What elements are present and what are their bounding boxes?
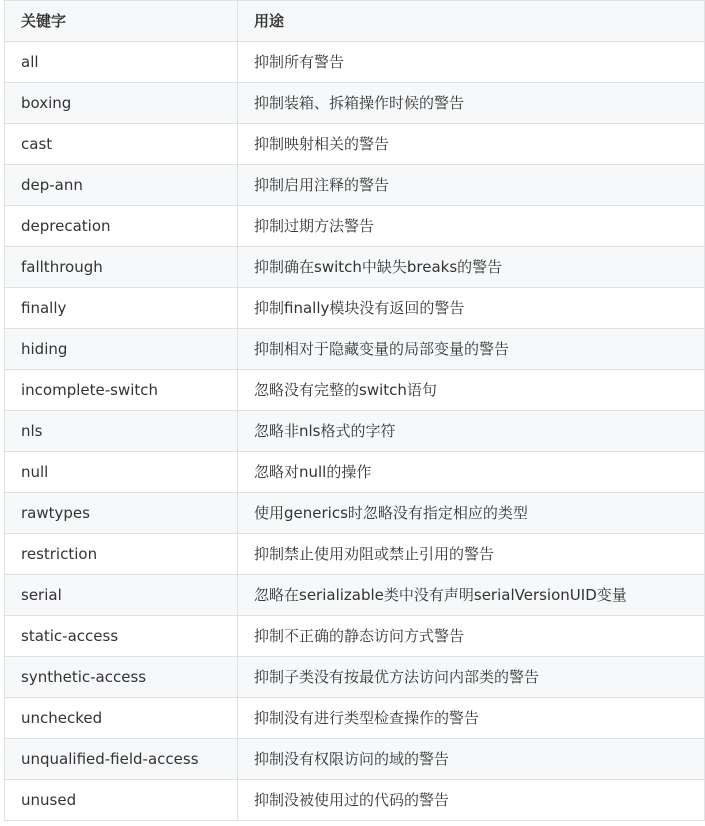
keyword-cell: restriction	[5, 534, 238, 575]
keyword-cell: static-access	[5, 616, 238, 657]
keyword-cell: nls	[5, 411, 238, 452]
keyword-cell: deprecation	[5, 206, 238, 247]
purpose-cell: 忽略非nls格式的字符	[238, 411, 705, 452]
purpose-cell: 抑制启用注释的警告	[238, 165, 705, 206]
keyword-cell: serial	[5, 575, 238, 616]
table-row	[5, 616, 705, 657]
purpose-cell: 抑制所有警告	[238, 42, 705, 83]
keyword-cell: unused	[5, 780, 238, 821]
purpose-cell: 抑制没有进行类型检查操作的警告	[238, 698, 705, 739]
table-row	[5, 206, 705, 247]
purpose-cell: 忽略在serializable类中没有声明serialVersionUID变量	[238, 575, 705, 616]
purpose-cell: 抑制装箱、拆箱操作时候的警告	[238, 83, 705, 124]
purpose-cell: 抑制不正确的静态访问方式警告	[238, 616, 705, 657]
suppress-warnings-table	[4, 0, 705, 821]
keyword-cell: fallthrough	[5, 247, 238, 288]
table-header	[5, 1, 705, 42]
table-row	[5, 411, 705, 452]
purpose-cell: 抑制相对于隐藏变量的局部变量的警告	[238, 329, 705, 370]
keyword-cell: finally	[5, 288, 238, 329]
keyword-cell: null	[5, 452, 238, 493]
table-row	[5, 493, 705, 534]
table-row	[5, 83, 705, 124]
table-row	[5, 452, 705, 493]
purpose-cell: 抑制没有权限访问的域的警告	[238, 739, 705, 780]
suppress-warnings-table-container	[4, 0, 704, 821]
table-body	[5, 42, 705, 821]
table-row	[5, 288, 705, 329]
purpose-cell: 抑制映射相关的警告	[238, 124, 705, 165]
purpose-cell: 忽略没有完整的switch语句	[238, 370, 705, 411]
purpose-cell: 抑制子类没有按最优方法访问内部类的警告	[238, 657, 705, 698]
keyword-cell: cast	[5, 124, 238, 165]
table-row	[5, 657, 705, 698]
header-purpose: 用途	[238, 1, 705, 42]
purpose-cell: 忽略对null的操作	[238, 452, 705, 493]
purpose-cell: 抑制没被使用过的代码的警告	[238, 780, 705, 821]
table-row	[5, 124, 705, 165]
keyword-cell: rawtypes	[5, 493, 238, 534]
purpose-cell: 抑制过期方法警告	[238, 206, 705, 247]
keyword-cell: unqualified-field-access	[5, 739, 238, 780]
keyword-cell: hiding	[5, 329, 238, 370]
purpose-cell: 抑制确在switch中缺失breaks的警告	[238, 247, 705, 288]
keyword-cell: dep-ann	[5, 165, 238, 206]
purpose-cell: 抑制finally模块没有返回的警告	[238, 288, 705, 329]
header-keyword: 关键字	[5, 1, 238, 42]
keyword-cell: synthetic-access	[5, 657, 238, 698]
keyword-cell: unchecked	[5, 698, 238, 739]
keyword-cell: all	[5, 42, 238, 83]
table-row	[5, 534, 705, 575]
header-row	[5, 1, 705, 42]
table-row	[5, 165, 705, 206]
table-row	[5, 370, 705, 411]
keyword-cell: boxing	[5, 83, 238, 124]
purpose-cell: 使用generics时忽略没有指定相应的类型	[238, 493, 705, 534]
table-row	[5, 739, 705, 780]
table-row	[5, 780, 705, 821]
table-row	[5, 247, 705, 288]
keyword-cell: incomplete-switch	[5, 370, 238, 411]
table-row	[5, 42, 705, 83]
table-row	[5, 698, 705, 739]
purpose-cell: 抑制禁止使用劝阻或禁止引用的警告	[238, 534, 705, 575]
table-row	[5, 329, 705, 370]
table-row	[5, 575, 705, 616]
